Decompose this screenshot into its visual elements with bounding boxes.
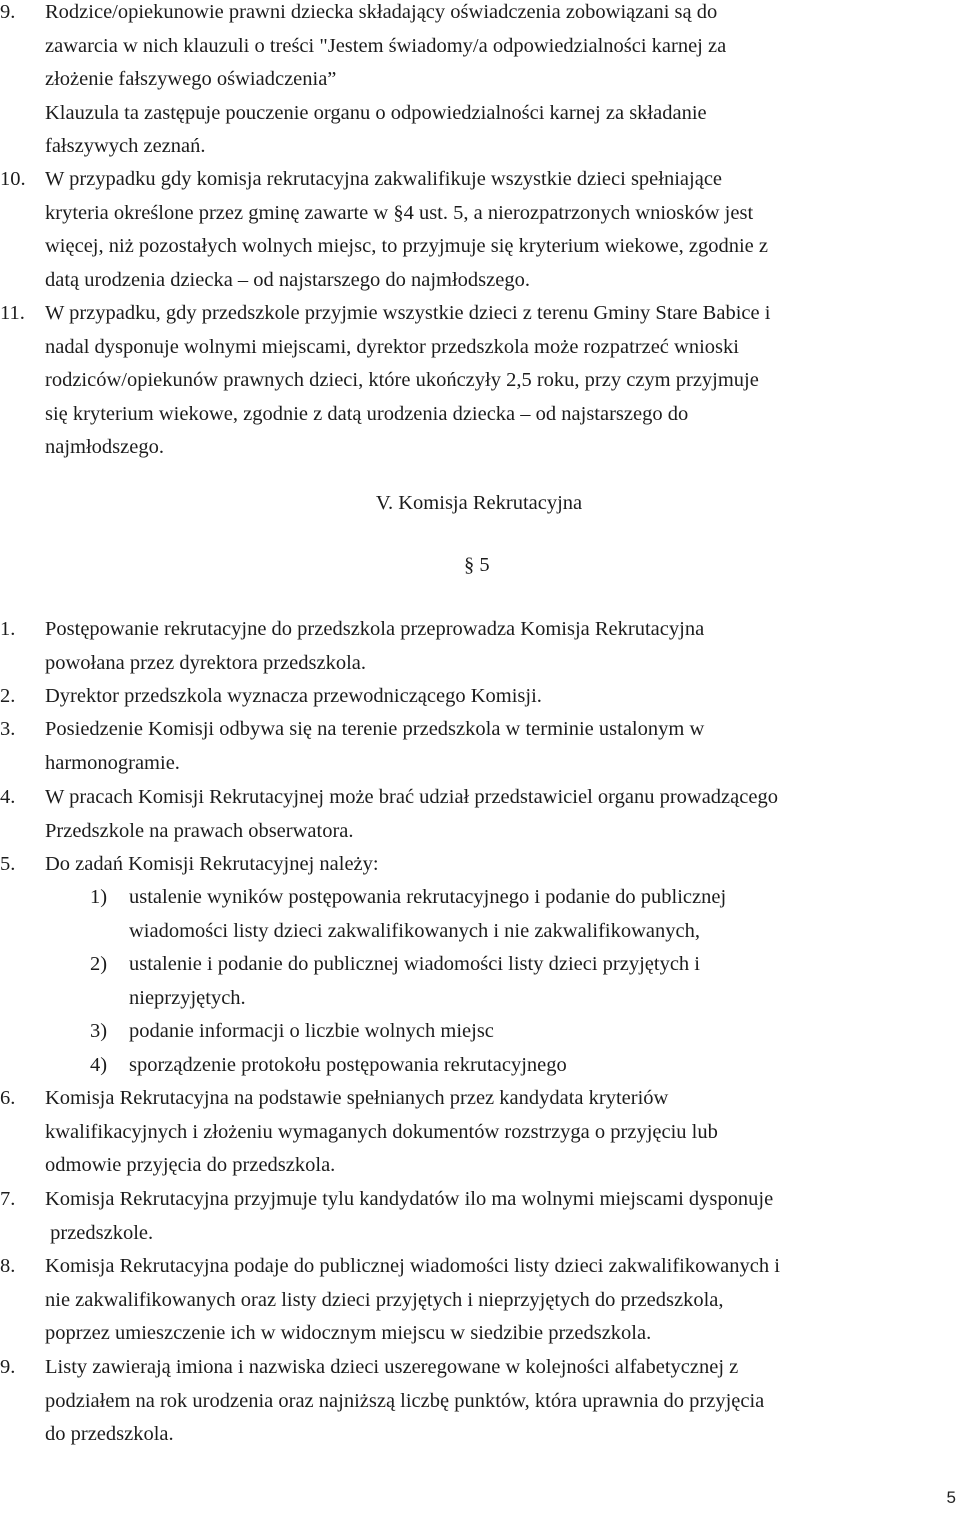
- text-line: powołana przez dyrektora przedszkola.: [45, 651, 367, 674]
- list-item: [0, 713, 955, 780]
- page-number: 5: [946, 1488, 956, 1507]
- text-line: harmonogramie.: [45, 751, 180, 774]
- sub-item-number: 1): [90, 886, 108, 908]
- sub-item-number: 2): [90, 953, 108, 975]
- item-text: [45, 1183, 955, 1250]
- text-line: podanie informacji o liczbie wolnych miejsc: [129, 1020, 494, 1042]
- text-line: przedszkole.: [45, 1221, 154, 1244]
- text-line: Do zadań Komisji Rekrutacyjnej należy:: [45, 853, 379, 875]
- item-text: [45, 1351, 955, 1452]
- sub-list-item: [90, 1015, 955, 1049]
- item-number: 1.: [0, 618, 16, 640]
- sub-item-number: 3): [90, 1020, 108, 1042]
- item-text: [45, 0, 955, 164]
- sub-item-text: [129, 1049, 955, 1083]
- text-line: nie zakwalifikowanych oraz listy dzieci przyjętych i nieprzyjętych do przedszkola,: [45, 1288, 724, 1311]
- item-text: [45, 613, 955, 680]
- item-number: 4.: [0, 786, 16, 808]
- list-item: [0, 163, 955, 297]
- text-line: nadal dysponuje wolnymi miejscami, dyrektor przedszkola może rozpatrzeć wnioski: [45, 335, 739, 358]
- text-line: W przypadku, gdy przedszkole przyjmie wszystkie dzieci z terenu Gminy Stare Babice i: [45, 302, 771, 324]
- section-heading: [0, 486, 960, 520]
- text-line: Rodzice/opiekunowie prawni dziecka składający oświadczenia zobowiązani są do: [45, 1, 718, 23]
- list-item: [0, 613, 955, 680]
- text-line: Przedszkole na prawach obserwatora.: [45, 819, 354, 842]
- item-text: [45, 848, 955, 882]
- sub-item-text: [129, 881, 955, 948]
- item-number: 9.: [0, 1356, 16, 1378]
- text-line: W przypadku gdy komisja rekrutacyjna zakwalifikuje wszystkie dzieci spełniające: [45, 168, 723, 190]
- paragraph-sign: § 5: [464, 554, 490, 576]
- list-item: [0, 1250, 955, 1351]
- text-line: kwalifikacyjnych i złożeniu wymaganych dokumentów rozstrzyga o przyjęciu lub: [45, 1120, 718, 1143]
- item-number: 2.: [0, 685, 16, 707]
- list-item: [0, 1183, 955, 1250]
- text-line: W pracach Komisji Rekrutacyjnej może brać udział przedstawiciel organu prowadzącego: [45, 786, 778, 808]
- text-line: kryteria określone przez gminę zawarte w §4 ust. 5, a nierozpatrzonych wniosków jest: [45, 201, 754, 224]
- text-line: Listy zawierają imiona i nazwiska dzieci uszeregowane w kolejności alfabetycznej z: [45, 1356, 739, 1378]
- text-line: więcej, niż pozostałych wolnych miejsc, to przyjmuje się kryterium wiekowe, zgodnie z: [45, 235, 768, 257]
- text-line: Klauzula ta zastępuje pouczenie organu o odpowiedzialności karnej za składanie: [45, 101, 707, 124]
- item-text: [45, 297, 955, 465]
- text-line: najmłodszego.: [45, 436, 164, 458]
- text-line: zawarcia w nich klauzuli o treści "Jestem świadomy/a odpowiedzialności karnej za: [45, 34, 727, 57]
- sub-list-item: [90, 1049, 955, 1083]
- text-line: Dyrektor przedszkola wyznacza przewodniczącego Komisji.: [45, 685, 542, 707]
- sub-item-text: [129, 1015, 955, 1049]
- item-number: 8.: [0, 1255, 16, 1277]
- text-line: datą urodzenia dziecka – od najstarszego do najmłodszego.: [45, 268, 530, 291]
- text-line: Komisja Rekrutacyjna przyjmuje tylu kandydatów ilo ma wolnymi miejscami dysponuje: [45, 1188, 774, 1210]
- item-number: 10.: [0, 168, 26, 190]
- text-line: Komisja Rekrutacyjna na podstawie spełnianych przez kandydata kryteriów: [45, 1087, 669, 1109]
- sub-item-number: 4): [90, 1054, 108, 1076]
- text-line: sporządzenie protokołu postępowania rekrutacyjnego: [129, 1054, 567, 1076]
- sub-list-item: [90, 948, 955, 1015]
- sub-list-item: [90, 881, 955, 948]
- list-item: [0, 1082, 955, 1183]
- sub-item-text: [129, 948, 955, 1015]
- text-line: złożenie fałszywego oświadczenia”: [45, 68, 337, 90]
- text-line: ustalenie i podanie do publicznej wiadomości listy dzieci przyjętych i: [129, 953, 700, 975]
- item-number: 3.: [0, 718, 16, 740]
- text-line: odmowie przyjęcia do przedszkola.: [45, 1154, 336, 1176]
- item-text: [45, 163, 955, 297]
- text-line: fałszywych zeznań.: [45, 135, 206, 157]
- item-text: [45, 1082, 955, 1183]
- text-line: rodziców/opiekunów prawnych dzieci, które ukończyły 2,5 roku, przy czym przyjmuje: [45, 369, 759, 391]
- list-item: [0, 781, 955, 848]
- text-line: podziałem na rok urodzenia oraz najniższą liczbę punktów, która uprawnia do przyjęcia: [45, 1389, 765, 1412]
- text-line: się kryterium wiekowe, zgodnie z datą urodzenia dziecka – od najstarszego do: [45, 402, 689, 425]
- list-item: [0, 0, 955, 164]
- text-line: Posiedzenie Komisji odbywa się na terenie przedszkola w terminie ustalonym w: [45, 718, 705, 740]
- text-line: Komisja Rekrutacyjna podaje do publicznej wiadomości listy dzieci zakwalifikowanych i: [45, 1255, 780, 1277]
- item-text: [45, 680, 955, 714]
- list-item: [0, 848, 955, 882]
- item-number: 11.: [0, 302, 25, 324]
- list-item: [0, 297, 955, 465]
- item-number: 5.: [0, 853, 16, 875]
- list-item: [0, 1351, 955, 1452]
- item-number: 6.: [0, 1087, 16, 1109]
- text-line: wiadomości listy dzieci zakwalifikowanych i nie zakwalifikowanych,: [129, 919, 700, 942]
- item-text: [45, 1250, 955, 1351]
- text-line: do przedszkola.: [45, 1423, 174, 1445]
- text-line: poprzez umieszczenie ich w widocznym miejscu w siedzibie przedszkola.: [45, 1322, 652, 1344]
- item-number: 7.: [0, 1188, 16, 1210]
- text-line: ustalenie wyników postępowania rekrutacyjnego i podanie do publicznej: [129, 886, 727, 908]
- text-line: Postępowanie rekrutacyjne do przedszkola przeprowadza Komisja Rekrutacyjna: [45, 618, 705, 640]
- item-text: [45, 713, 955, 780]
- item-text: [45, 781, 955, 848]
- section-heading-text: V. Komisja Rekrutacyjna: [375, 492, 583, 514]
- item-number: 9.: [0, 1, 16, 23]
- list-item: [0, 680, 955, 714]
- text-line: nieprzyjętych.: [129, 986, 246, 1009]
